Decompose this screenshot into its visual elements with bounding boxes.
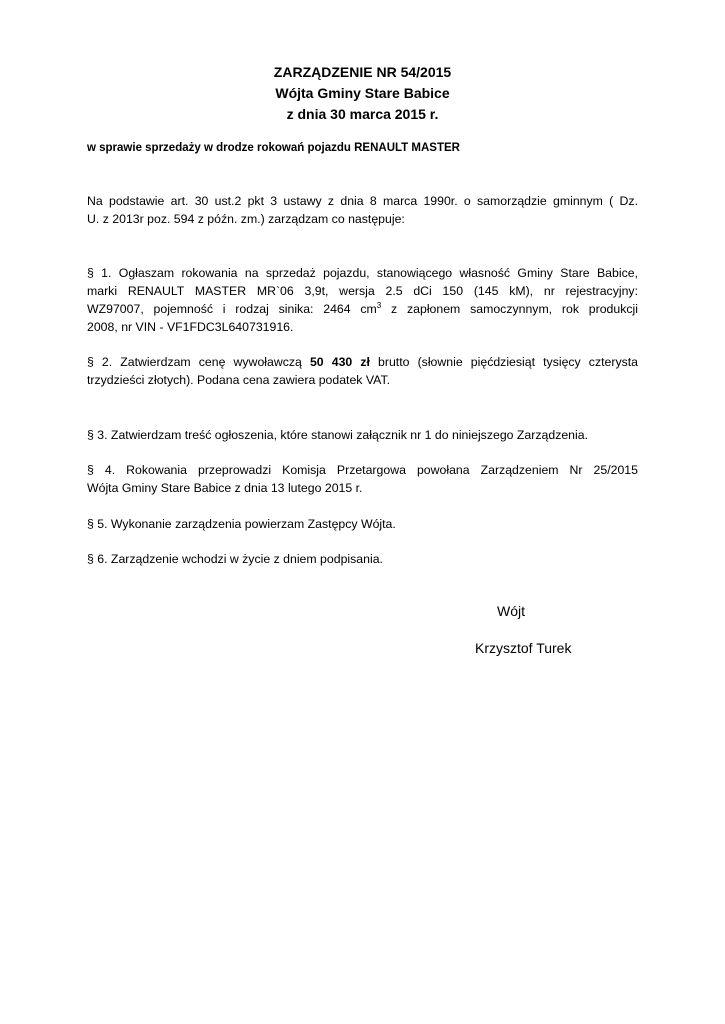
cubic-superscript: 3 xyxy=(376,301,382,310)
section-3-paragraph xyxy=(87,426,638,444)
section-2-line-1-text-end: brutto (słownie pięćdziesiąt tysięcy czterysta xyxy=(369,355,639,369)
section-3-line-1: § 3. Zatwierdzam treść ogłoszenia, które stanowi załącznik nr 1 do niniejszego Zarządzenia. xyxy=(87,428,589,442)
document-subject: w sprawie sprzedaży w drodze rokowań pojazdu RENAULT MASTER xyxy=(87,142,460,154)
section-6-line-1: § 6. Zarządzenie wchodzi w życie z dniem podpisania. xyxy=(87,552,383,566)
section-1-line-3 xyxy=(87,300,638,318)
section-2-line-2: trzydzieści złotych). Podana cena zawiera podatek VAT. xyxy=(87,373,391,387)
section-2-paragraph xyxy=(87,353,638,389)
section-1-line-3-text-end: z zapłonem samoczynnym, rok produkcji xyxy=(381,302,638,316)
section-2-line-1-text: § 2. Zatwierdzam cenę wywoławczą xyxy=(87,355,310,369)
section-2-line-1 xyxy=(87,353,638,371)
title-line-1: ZARZĄDZENIE NR 54/2015 xyxy=(273,64,452,80)
section-5-line-1: § 5. Wykonanie zarządzenia powierzam Zastępcy Wójta. xyxy=(87,517,396,531)
title-line-3: z dnia 30 marca 2015 r. xyxy=(286,106,439,122)
section-6-paragraph xyxy=(87,550,638,568)
section-1-line-2: marki RENAULT MASTER MR`06 3,9t, wersja 2.5 dCi 150 (145 kM), nr rejestracyjny: xyxy=(87,284,638,298)
section-1-line-4: 2008, nr VIN - VF1FDC3L640731916. xyxy=(87,320,294,334)
document-title xyxy=(0,62,725,125)
section-5-paragraph xyxy=(87,515,638,533)
title-line-2: Wójta Gminy Stare Babice xyxy=(275,85,450,101)
legal-basis-paragraph xyxy=(87,192,638,228)
section-1-paragraph xyxy=(87,264,638,336)
section-4-line-1: § 4. Rokowania przeprowadzi Komisja Przetargowa powołana Zarządzeniem Nr 25/2015 xyxy=(87,463,638,477)
section-4-line-2: Wójta Gminy Stare Babice z dnia 13 lutego 2015 r. xyxy=(87,481,363,495)
section-4-paragraph xyxy=(87,461,638,497)
signature-name: Krzysztof Turek xyxy=(475,640,572,656)
starting-price: 50 430 zł xyxy=(309,355,370,369)
legal-basis-line-2: U. z 2013r poz. 594 z późn. zm.) zarządzam co następuje: xyxy=(87,212,405,226)
legal-basis-line-1: Na podstawie art. 30 ust.2 pkt 3 ustawy z dnia 8 marca 1990r. o samorządzie gminnym ( Dz. xyxy=(87,194,638,208)
section-1-line-1: § 1. Ogłaszam rokowania na sprzedaż pojazdu, stanowiącego własność Gminy Stare Babice, xyxy=(87,266,638,280)
signature-role: Wójt xyxy=(497,603,525,619)
section-1-line-3-text: WZ97007, pojemność i rodzaj sinika: 2464 cm xyxy=(87,302,377,316)
